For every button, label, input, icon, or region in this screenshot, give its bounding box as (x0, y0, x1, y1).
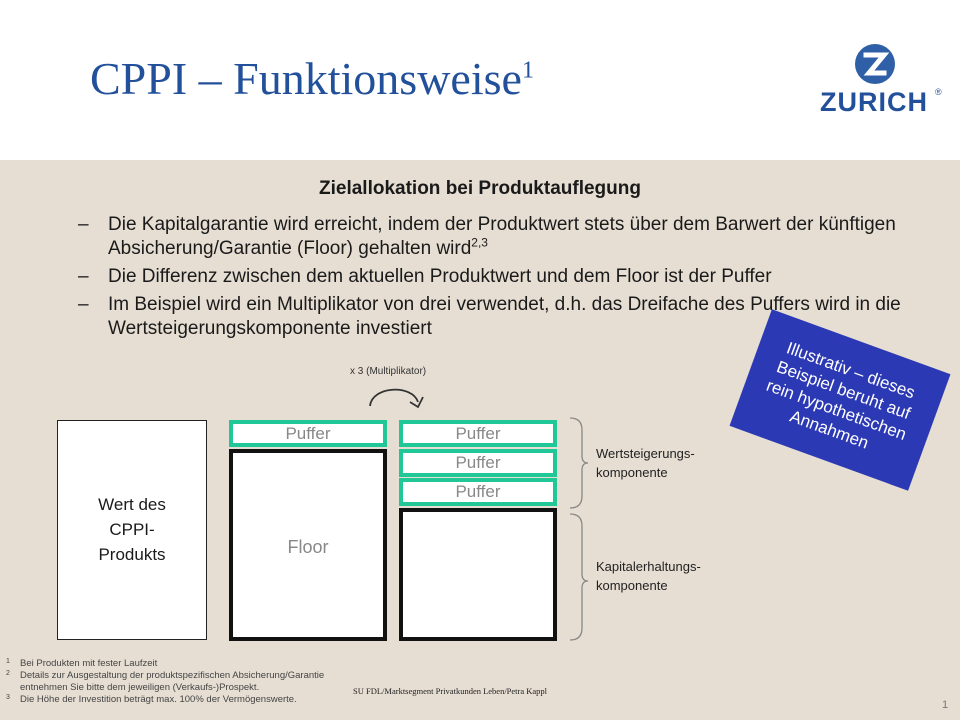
bullet-item: – Die Kapitalgarantie wird erreicht, indem der Produktwert stets über dem Barwert der künftigen Absicherung/Garantie (Floor) gehalten wird$^{2,3}$ (78, 214, 896, 259)
capital-preservation-box (399, 508, 557, 641)
cppi-value-label: Wert des CPPI- Produkts (98, 495, 166, 564)
footnote: 1 Bei Produkten mit fester Laufzeit (6, 658, 158, 669)
puffer-box: Puffer (399, 449, 557, 477)
illustrative-stamp: Illustrativ – dieses Beispiel beruht auf rein hypothetischen Annahmen (730, 309, 951, 491)
wertsteigerung-label: Wertsteigerungs- komponente (596, 446, 695, 480)
bullet-item: – Im Beispiel wird ein Multiplikator von drei verwendet, d.h. das Dreifache des Puffers wird in die Wertsteigerungskomponente investiert (78, 294, 901, 339)
brace-icon (566, 416, 594, 644)
bullet-item: – Die Differenz zwischen dem aktuellen Produktwert und dem Floor ist der Puffer (78, 266, 772, 287)
floor-label: Floor (287, 537, 329, 557)
multiplier-note: x 3 (Multiplikator) (350, 366, 427, 377)
slide-number: 1 (942, 699, 949, 711)
multiplier-arrow-icon (362, 380, 432, 412)
puffer-box: Puffer (399, 420, 557, 447)
bullet-dash: – (78, 214, 89, 235)
zurich-logo-icon (855, 44, 895, 84)
kapitalerhaltung-label: Kapitalerhaltungs- komponente (596, 559, 701, 593)
bullet-dash: – (78, 294, 89, 315)
registered-mark: ® (935, 87, 942, 97)
puffer-box: Puffer (229, 420, 387, 447)
section-title: Zielallokation bei Produktauflegung (319, 178, 641, 199)
footer-author: SU FDL/Marktsegment Privatkunden Leben/Petra Kappl (353, 686, 548, 696)
slide-title: CPPI – Funktionsweise$^1$ (90, 53, 534, 104)
footnotes (6, 658, 324, 706)
footnote: 3 Die Höhe der Investition beträgt max. 100% der Vermögenswerte. (6, 694, 297, 705)
zurich-logo-text: ZURICH (820, 87, 928, 117)
title-footnote-marker: 1 (521, 57, 534, 84)
footnote: 2 Details zur Ausgestaltung der produktspezifischen Absicherung/Garantie entnehmen Sie bitte dem jeweiligen (Verkaufs-)Prospekt. (6, 670, 325, 693)
puffer-box: Puffer (399, 478, 557, 506)
bullet-dash: – (78, 266, 89, 287)
